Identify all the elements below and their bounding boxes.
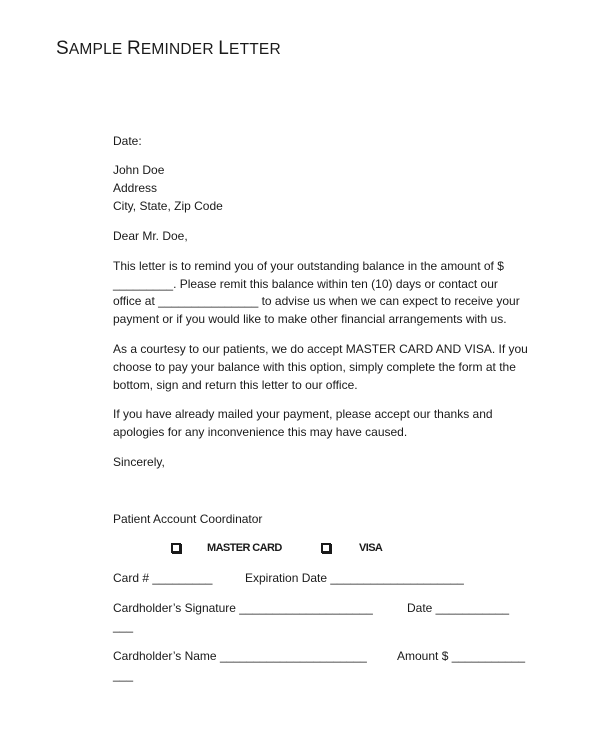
signer-title: Patient Account Coordinator xyxy=(113,512,263,526)
paragraph2-line1: As a courtesy to our patients, we do accept MASTER CARD AND VISA. If you xyxy=(113,342,528,356)
signature-field[interactable]: Cardholder’s Signature ____________________ xyxy=(113,601,373,615)
card-number-field[interactable]: Card # _________ xyxy=(113,571,213,585)
closing: Sincerely, xyxy=(113,455,165,469)
visa-checkbox[interactable] xyxy=(321,543,331,553)
salutation: Dear Mr. Doe, xyxy=(113,229,188,243)
cardholder-name-field-wrap: ___ xyxy=(113,668,134,682)
title-rest-r: EMINDER xyxy=(140,41,219,58)
title-initial-s: S xyxy=(56,38,69,59)
date-label: Date: xyxy=(113,134,142,148)
expiration-date-field[interactable]: Expiration Date ____________________ xyxy=(245,571,464,585)
title-rest-l: ETTER xyxy=(229,41,281,58)
paragraph1-line4: payment or if you would like to make other financial arrangements with us. xyxy=(113,312,507,326)
recipient-city-line: City, State, Zip Code xyxy=(113,199,223,213)
title-rest-s: AMPLE xyxy=(68,41,127,58)
paragraph1-line1: This letter is to remind you of your outstanding balance in the amount of $ xyxy=(113,259,504,273)
paragraph2-line3: bottom, sign and return this letter to our office. xyxy=(113,378,358,392)
recipient-address: Address xyxy=(113,181,158,195)
title-initial-r: R xyxy=(126,38,141,59)
page-title xyxy=(56,38,281,60)
cardholder-name-field[interactable]: Cardholder’s Name ______________________ xyxy=(113,649,367,663)
paragraph3-line2: apologies for any inconvenience this may have caused. xyxy=(113,425,408,439)
paragraph3-line1: If you have already mailed your payment, please accept our thanks and xyxy=(113,407,493,421)
title-initial-l: L xyxy=(218,38,230,59)
amount-field[interactable]: Amount $ ___________ xyxy=(397,649,526,663)
recipient-name: John Doe xyxy=(113,163,165,177)
paragraph1-line2: _________. Please remit this balance within ten (10) days or contact our xyxy=(113,277,498,291)
payment-method-row xyxy=(113,541,513,557)
signature-field-wrap: ___ xyxy=(113,619,134,633)
paragraph2-line2: choose to pay your balance with this option, simply complete the form at the xyxy=(113,360,516,374)
visa-label: VISA xyxy=(359,542,383,554)
paragraph1-line3: office at _______________ to advise us when we can expect to receive your xyxy=(113,294,520,308)
signature-date-field[interactable]: Date ___________ xyxy=(407,601,510,615)
master-card-label: MASTER CARD xyxy=(207,542,282,554)
master-card-checkbox[interactable] xyxy=(171,543,181,553)
